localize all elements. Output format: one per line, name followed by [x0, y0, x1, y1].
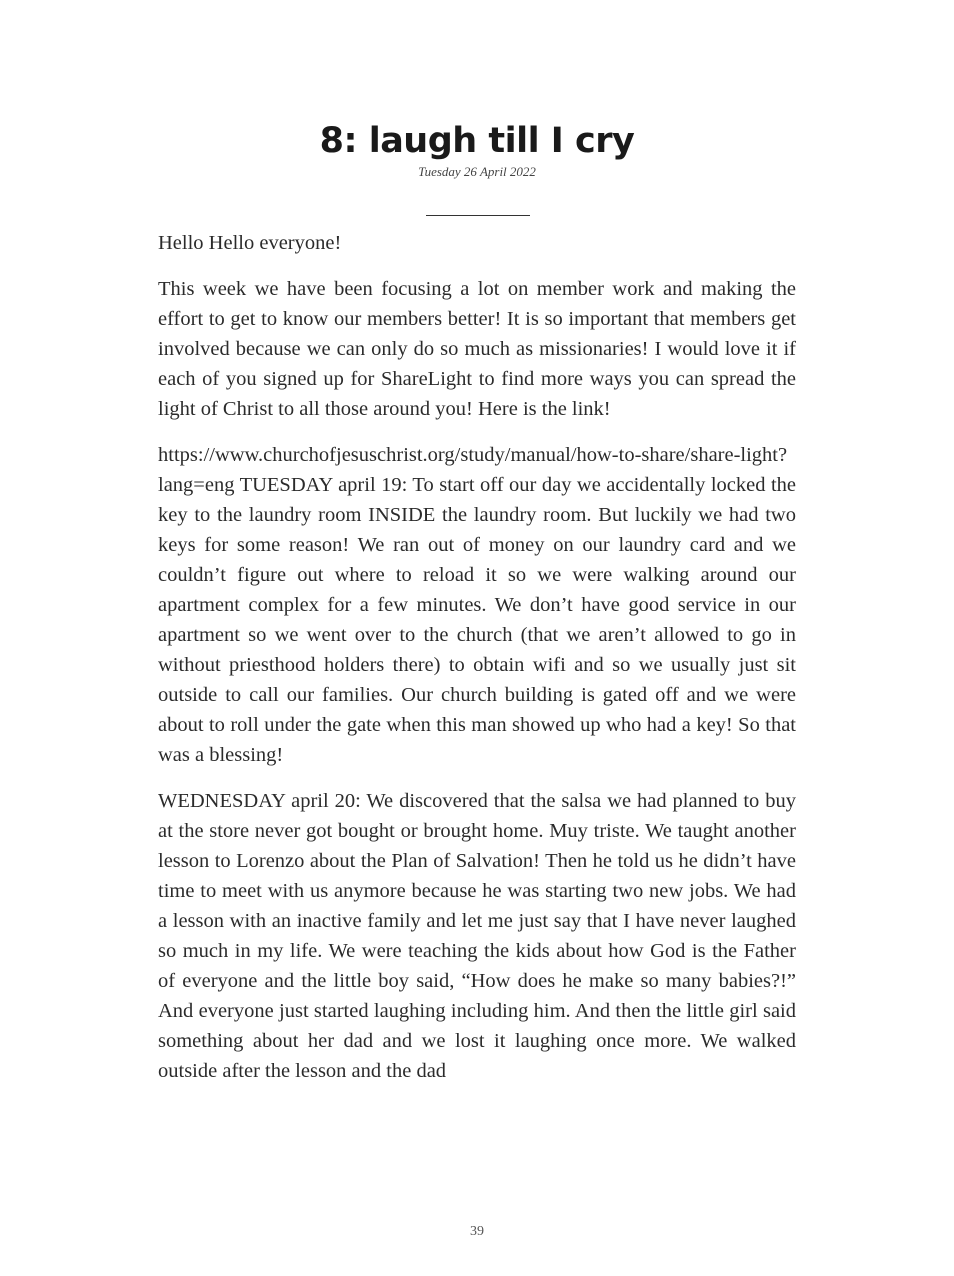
chapter-body [158, 228, 796, 1102]
chapter-title: 8: laugh till I cry [319, 121, 635, 161]
paragraph-wednesday: WEDNESDAY april 20: We discovered that the salsa we had planned to buy at the store never got bought or brought home. Muy triste. We taught another lesson to Lorenzo about the Plan of Salvation! Then he told us he didn’t have time to meet with us anymore because he was starting two new jobs. We had a lesson with an inactive family and let me just say that I have never laughed so much in my life. We were teaching the kids about how God is the Father of everyone and the little boy said, “How does he make so many babies?!” And everyone just started laughing including him. And then the little girl said something about her dad and we lost it laughing once more. We walked outside after the lesson and the dad [158, 790, 796, 1082]
chapter-date: Tuesday 26 April 2022 [418, 164, 536, 179]
paragraph-tuesday: https://www.churchofjesuschrist.org/study/manual/how-to-share/share-light?lang=eng TUESDAY april 19: To start off our day we accidentally locked the key to the laundry room INSIDE the laundry room. But luckily we had two keys for some reason! We ran out of money on our laundry card and we couldn’t figure out where to reload it so we were walking around our apartment complex for a few minutes. We don’t have good service in our apartment so we went over to the church (that we aren’t allowed to go in without priesthood holders there) to obtain wifi and so we usually just sit outside to call our families. Our church building is gated off and we were about to roll under the gate when this man showed up who had a key! So that was a blessing! [158, 444, 796, 766]
paragraph-greeting: Hello Hello everyone! [158, 232, 342, 254]
paragraph-intro: This week we have been focusing a lot on member work and making the effort to get to know our members better! It is so important that members get involved because we can only do so much as missionaries! I would love it if each of you signed up for ShareLight to find more ways you can spread the light of Christ to all those around you! Here is the link! [158, 278, 796, 420]
title-divider [426, 215, 530, 216]
page-number: 39 [470, 1224, 484, 1239]
